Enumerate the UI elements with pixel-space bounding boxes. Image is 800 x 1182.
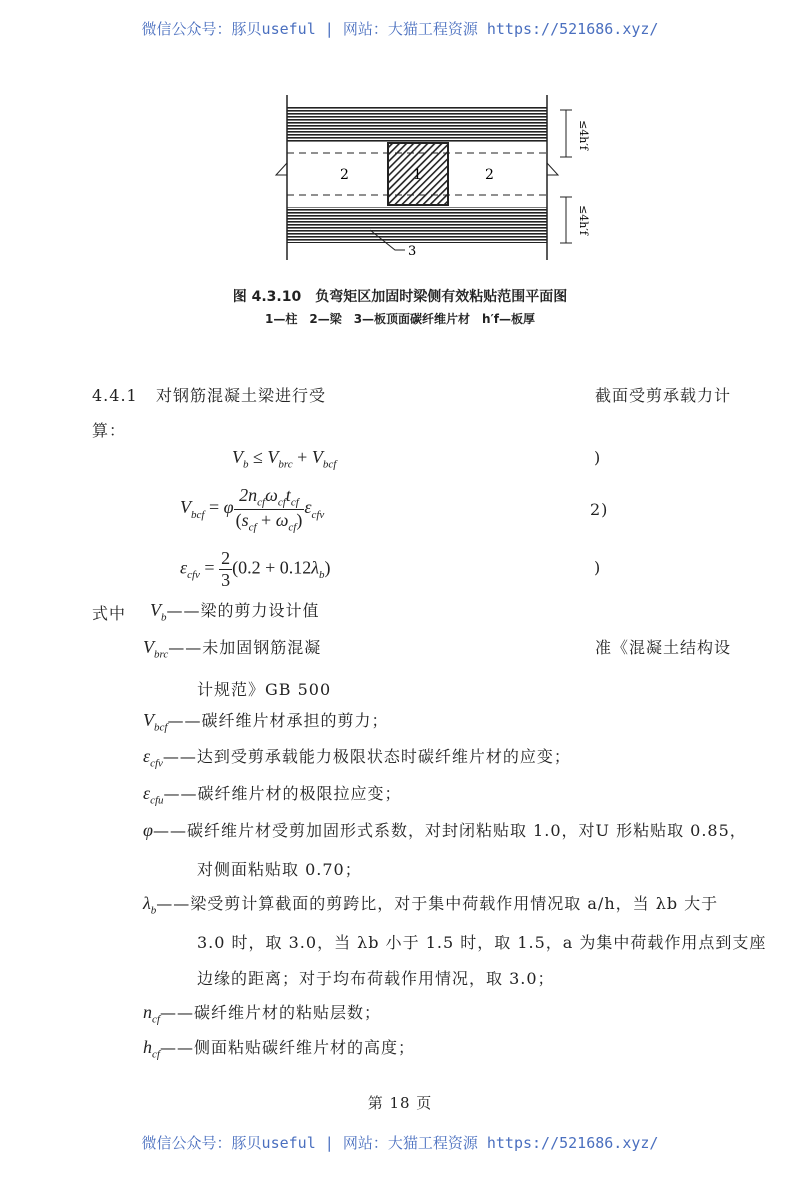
symbol: $\lambda_b$ xyxy=(143,893,157,917)
label-beam-right: 2 xyxy=(485,167,494,183)
label-column: 1 xyxy=(413,167,422,183)
where-item xyxy=(143,635,321,661)
symbol: $V_{bcf}$ xyxy=(143,710,168,734)
where-item xyxy=(143,1035,415,1061)
where-item xyxy=(143,708,388,734)
equation-3: $\varepsilon_{cfv}$ = $\frac{2}{3}$ $(0.2 + 0.12\lambda_b)$ xyxy=(180,548,331,590)
definition: ——碳纤维片材承担的剪力； xyxy=(167,711,389,730)
symbol: $V_{brc}$ xyxy=(143,637,169,661)
figure-legend: 1—柱 2—梁 3—板顶面碳纤维片材 h′f—板厚 xyxy=(265,312,535,326)
symbol: $\varepsilon_{cfu}$ xyxy=(143,783,164,807)
symbol: φ xyxy=(143,820,153,840)
figure-diagram xyxy=(270,95,610,265)
definition: ——梁受剪计算截面的剪跨比，对于集中荷载作用情况取 a/h，当 λb 大于 xyxy=(156,894,719,913)
symbol: $\varepsilon_{cfv}$ xyxy=(143,746,163,770)
definition: ——碳纤维片材的粘贴层数； xyxy=(159,1003,381,1022)
where-intro: 式中 xyxy=(92,604,127,623)
definition: ——碳纤维片材受剪加固形式系数，对封闭粘贴取 1.0，对U 形粘贴取 0.85， xyxy=(152,821,747,840)
definition-cont: 边缘的距离；对于均布荷载作用情况，取 3.0； xyxy=(197,969,555,988)
definition-right: 准《混凝土结构设 xyxy=(595,638,732,657)
page-number: 第 18 页 xyxy=(367,1094,433,1112)
watermark-header: 微信公众号：豚贝useful | 网站：大猫工程资源 https://521686.xyz/ xyxy=(141,20,659,38)
where-item xyxy=(143,818,747,844)
section-text-cont: 算： xyxy=(92,421,127,440)
definition-cont: 3.0 时，取 3.0，当 λb 小于 1.5 时，取 1.5，a 为集中荷载作用点到支座 xyxy=(197,933,767,952)
equation-1-number: ) xyxy=(594,448,602,467)
equation-3-number: ) xyxy=(594,558,602,577)
where-item xyxy=(143,744,571,770)
symbol: $V_b$ xyxy=(150,600,167,624)
definition: ——梁的剪力设计值 xyxy=(166,601,320,620)
where-item xyxy=(143,891,718,917)
where-item xyxy=(143,1000,381,1026)
dim-label-top: ≤4h′f xyxy=(577,120,590,150)
symbol: $n_{cf}$ xyxy=(143,1002,160,1026)
definition: ——未加固钢筋混凝 xyxy=(168,638,322,657)
where-item xyxy=(150,598,320,624)
symbol: $h_{cf}$ xyxy=(143,1037,160,1061)
label-beam-left: 2 xyxy=(340,167,349,183)
label-sheet: 3 xyxy=(408,244,417,259)
section-text: 对钢筋混凝土梁进行受 xyxy=(155,386,326,405)
equation-1: $V_b \le V_{brc} + V_{bcf}$ xyxy=(232,447,337,471)
equation-2-number: 2) xyxy=(590,500,609,519)
watermark-footer: 微信公众号：豚贝useful | 网站：大猫工程资源 https://521686.xyz/ xyxy=(141,1134,659,1152)
figure-caption: 图 4.3.10 负弯矩区加固时梁侧有效粘贴范围平面图 xyxy=(232,289,568,305)
where-item xyxy=(143,781,402,807)
definition-cont: 对侧面粘贴取 0.70； xyxy=(197,860,362,879)
dim-label-bottom: ≤4h′f xyxy=(577,205,590,235)
definition-cont: 计规范》GB 500 xyxy=(197,680,332,699)
definition: ——侧面粘贴碳纤维片材的高度； xyxy=(159,1038,415,1057)
definition: ——碳纤维片材的极限拉应变； xyxy=(163,784,402,803)
equation-2: $V_{bcf} = \varphi$ $\frac{2n_{cf}\omega_{cf}t_{cf}}{(s_{cf} + \omega_{cf})}$ $\varepsilon_{cfv}$ xyxy=(180,485,325,534)
definition: ——达到受剪承载能力极限状态时碳纤维片材的应变； xyxy=(162,747,571,766)
section-number: 4.4.1 xyxy=(92,386,138,405)
section-text-right: 截面受剪承载力计 xyxy=(595,386,732,405)
